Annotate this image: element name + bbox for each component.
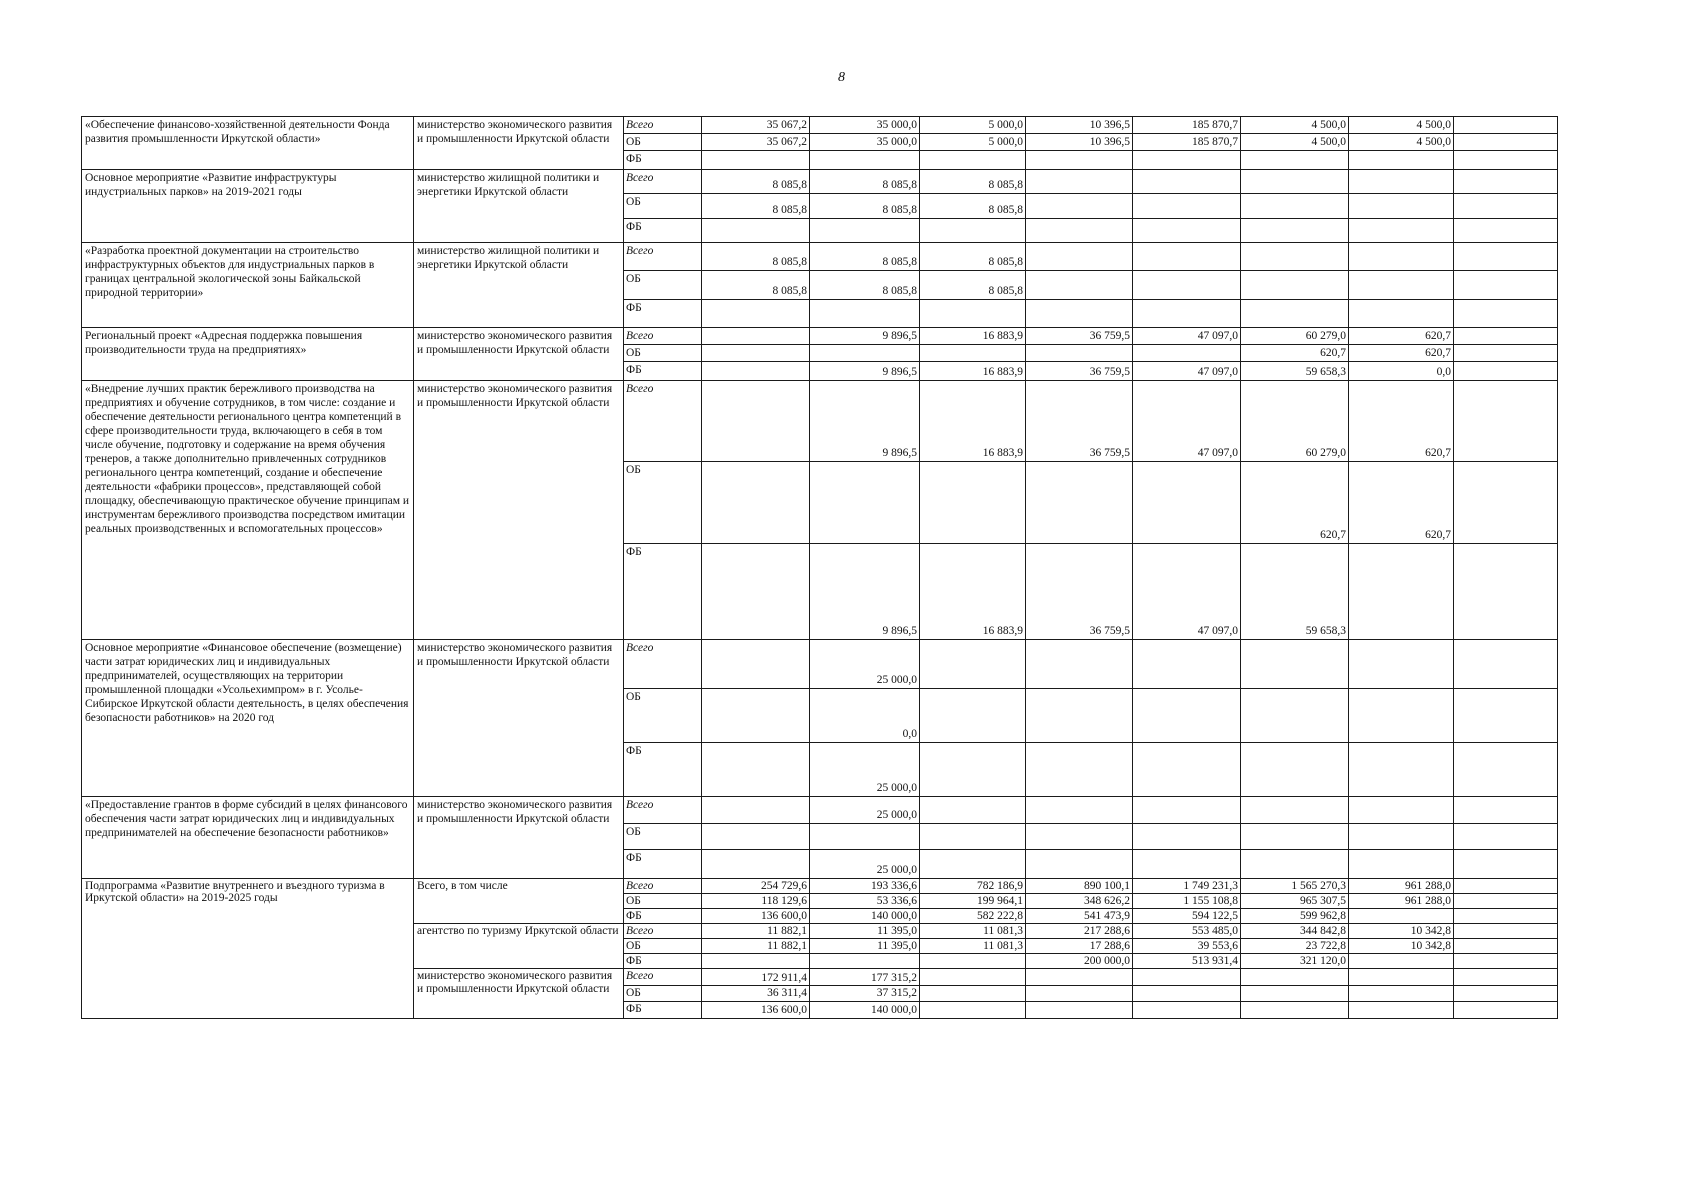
value-cell: 199 964,1 — [920, 894, 1026, 909]
value-cell — [1349, 824, 1454, 850]
value-cell — [920, 986, 1026, 1001]
value-cell: 8 085,8 — [810, 243, 920, 271]
value-cell: 965 307,5 — [1241, 894, 1349, 909]
value-cell: 11 395,0 — [810, 924, 920, 939]
value-cell — [1026, 219, 1133, 243]
value-cell — [1454, 797, 1558, 824]
value-cell: 36 759,5 — [1026, 544, 1133, 640]
value-cell — [1454, 909, 1558, 924]
value-cell: 1 155 108,8 — [1133, 894, 1241, 909]
value-cell — [1454, 640, 1558, 689]
value-cell — [920, 743, 1026, 797]
value-cell — [1349, 986, 1454, 1001]
value-cell — [1454, 924, 1558, 939]
value-cell — [1454, 243, 1558, 271]
value-cell — [1241, 969, 1349, 986]
funding-source: ФБ — [624, 219, 702, 243]
value-cell: 0,0 — [810, 689, 920, 743]
value-cell — [1133, 689, 1241, 743]
value-cell — [810, 824, 920, 850]
value-cell: 47 097,0 — [1133, 362, 1241, 381]
value-cell: 36 311,4 — [702, 986, 810, 1001]
responsible-organization: министерство экономического развития и промышленности Иркутской области — [414, 797, 624, 879]
value-cell — [1454, 219, 1558, 243]
value-cell: 35 000,0 — [810, 117, 920, 134]
value-cell — [1133, 151, 1241, 170]
table-row — [82, 640, 1558, 689]
funding-source: ФБ — [624, 909, 702, 924]
value-cell — [1454, 194, 1558, 219]
row-description: Подпрограмма «Развитие внутреннего и въездного туризма в Иркутской области» на 2019-2025 годы — [82, 879, 414, 1018]
value-cell — [1241, 243, 1349, 271]
value-cell — [1349, 194, 1454, 219]
value-cell — [1026, 824, 1133, 850]
value-cell: 620,7 — [1241, 345, 1349, 362]
value-cell — [920, 969, 1026, 986]
value-cell: 4 500,0 — [1241, 117, 1349, 134]
value-cell — [920, 151, 1026, 170]
value-cell: 36 759,5 — [1026, 362, 1133, 381]
value-cell: 620,7 — [1349, 381, 1454, 462]
value-cell — [1454, 894, 1558, 909]
funding-source: Всего — [624, 924, 702, 939]
value-cell — [1454, 271, 1558, 300]
value-cell: 1 749 231,3 — [1133, 879, 1241, 894]
table-row — [82, 170, 1558, 194]
value-cell — [810, 219, 920, 243]
value-cell: 25 000,0 — [810, 797, 920, 824]
value-cell — [1026, 462, 1133, 544]
value-cell: 620,7 — [1349, 462, 1454, 544]
value-cell: 961 288,0 — [1349, 894, 1454, 909]
value-cell — [1454, 743, 1558, 797]
value-cell: 9 896,5 — [810, 362, 920, 381]
value-cell: 0,0 — [1349, 362, 1454, 381]
funding-source: Всего — [624, 243, 702, 271]
value-cell: 17 288,6 — [1026, 939, 1133, 954]
funding-source: ФБ — [624, 151, 702, 170]
value-cell: 185 870,7 — [1133, 117, 1241, 134]
value-cell — [1026, 689, 1133, 743]
value-cell: 8 085,8 — [920, 194, 1026, 219]
value-cell: 47 097,0 — [1133, 544, 1241, 640]
value-cell: 136 600,0 — [702, 1001, 810, 1018]
value-cell — [1133, 850, 1241, 879]
table-row — [82, 117, 1558, 134]
value-cell — [1454, 954, 1558, 969]
funding-source: ФБ — [624, 544, 702, 640]
value-cell — [1454, 1001, 1558, 1018]
value-cell — [1241, 151, 1349, 170]
value-cell: 321 120,0 — [1241, 954, 1349, 969]
value-cell — [1349, 544, 1454, 640]
funding-source: ОБ — [624, 271, 702, 300]
value-cell: 60 279,0 — [1241, 328, 1349, 345]
value-cell — [1133, 797, 1241, 824]
funding-source: ОБ — [624, 345, 702, 362]
value-cell — [702, 345, 810, 362]
value-cell: 348 626,2 — [1026, 894, 1133, 909]
value-cell — [810, 954, 920, 969]
value-cell — [1454, 381, 1558, 462]
value-cell — [1133, 300, 1241, 328]
value-cell — [1133, 194, 1241, 219]
funding-source: ОБ — [624, 824, 702, 850]
value-cell: 118 129,6 — [702, 894, 810, 909]
value-cell: 36 759,5 — [1026, 328, 1133, 345]
value-cell: 35 000,0 — [810, 134, 920, 151]
funding-source: Всего — [624, 969, 702, 986]
funding-source: Всего — [624, 170, 702, 194]
value-cell — [1241, 986, 1349, 1001]
funding-source: ФБ — [624, 300, 702, 328]
value-cell: 620,7 — [1241, 462, 1349, 544]
responsible-organization: министерство экономического развития и промышленности Иркутской области — [414, 381, 624, 640]
value-cell — [702, 743, 810, 797]
funding-source: Всего — [624, 381, 702, 462]
value-cell: 8 085,8 — [920, 271, 1026, 300]
value-cell — [810, 345, 920, 362]
value-cell — [1026, 1001, 1133, 1018]
row-description: Основное мероприятие «Финансовое обеспечение (возмещение) части затрат юридических лиц и индивидуальных предпринимателей, осуществляющих на территории промышленной площадки «Усольехимпром» в г. Усолье-Сибирское Иркутской области деятельность, в целях обеспечения безопасности работников» на 2020 год — [82, 640, 414, 797]
value-cell: 8 085,8 — [702, 271, 810, 300]
value-cell — [1133, 824, 1241, 850]
funding-source: ФБ — [624, 743, 702, 797]
value-cell — [1454, 345, 1558, 362]
value-cell — [1133, 219, 1241, 243]
funding-source: ОБ — [624, 134, 702, 151]
value-cell — [1241, 824, 1349, 850]
funding-source: ФБ — [624, 954, 702, 969]
value-cell — [920, 219, 1026, 243]
value-cell: 185 870,7 — [1133, 134, 1241, 151]
value-cell: 35 067,2 — [702, 117, 810, 134]
value-cell — [1454, 850, 1558, 879]
value-cell: 1 565 270,3 — [1241, 879, 1349, 894]
value-cell: 140 000,0 — [810, 909, 920, 924]
row-description: «Предоставление грантов в форме субсидий в целях финансового обеспечения части затрат юридических лиц и индивидуальных предпринимателей на обеспечение безопасности работников» — [82, 797, 414, 879]
value-cell: 47 097,0 — [1133, 328, 1241, 345]
value-cell: 39 553,6 — [1133, 939, 1241, 954]
value-cell — [702, 219, 810, 243]
funding-source: Всего — [624, 879, 702, 894]
page-number: 8 — [838, 70, 845, 85]
value-cell — [1133, 640, 1241, 689]
responsible-organization: министерство экономического развития и промышленности Иркутской области — [414, 640, 624, 797]
value-cell — [1454, 328, 1558, 345]
value-cell — [1026, 850, 1133, 879]
value-cell — [702, 151, 810, 170]
value-cell: 25 000,0 — [810, 743, 920, 797]
value-cell: 53 336,6 — [810, 894, 920, 909]
value-cell — [1026, 640, 1133, 689]
value-cell — [702, 544, 810, 640]
value-cell — [920, 954, 1026, 969]
funding-source: ФБ — [624, 362, 702, 381]
value-cell: 172 911,4 — [702, 969, 810, 986]
funding-source: ОБ — [624, 894, 702, 909]
value-cell — [1454, 134, 1558, 151]
funding-source: ОБ — [624, 689, 702, 743]
responsible-organization: министерство экономического развития и промышленности Иркутской области — [414, 969, 624, 1018]
value-cell — [1454, 986, 1558, 1001]
value-cell — [1241, 219, 1349, 243]
table-row — [82, 879, 1558, 894]
value-cell: 254 729,6 — [702, 879, 810, 894]
value-cell — [1454, 151, 1558, 170]
value-cell — [1133, 986, 1241, 1001]
value-cell — [1026, 743, 1133, 797]
value-cell: 9 896,5 — [810, 544, 920, 640]
value-cell — [1241, 300, 1349, 328]
row-description: Основное мероприятие «Развитие инфраструктуры индустриальных парков» на 2019-2021 годы — [82, 170, 414, 243]
value-cell — [1133, 243, 1241, 271]
value-cell: 16 883,9 — [920, 362, 1026, 381]
funding-source: ОБ — [624, 986, 702, 1001]
value-cell — [810, 151, 920, 170]
funding-source: ОБ — [624, 939, 702, 954]
value-cell — [1454, 170, 1558, 194]
value-cell: 140 000,0 — [810, 1001, 920, 1018]
value-cell — [920, 797, 1026, 824]
value-cell — [1241, 194, 1349, 219]
value-cell — [1026, 151, 1133, 170]
value-cell — [1349, 271, 1454, 300]
value-cell — [1133, 743, 1241, 797]
value-cell — [920, 462, 1026, 544]
value-cell — [1349, 689, 1454, 743]
value-cell — [702, 381, 810, 462]
value-cell — [920, 640, 1026, 689]
value-cell: 35 067,2 — [702, 134, 810, 151]
value-cell: 11 882,1 — [702, 939, 810, 954]
value-cell: 5 000,0 — [920, 117, 1026, 134]
value-cell: 10 396,5 — [1026, 117, 1133, 134]
value-cell: 890 100,1 — [1026, 879, 1133, 894]
value-cell — [1349, 909, 1454, 924]
value-cell: 23 722,8 — [1241, 939, 1349, 954]
row-description: «Разработка проектной документации на строительство инфраструктурных объектов для индустриальных парков в границах центральной экологической зоны Байкальской природной территории» — [82, 243, 414, 328]
value-cell — [702, 797, 810, 824]
value-cell: 541 473,9 — [1026, 909, 1133, 924]
value-cell: 782 186,9 — [920, 879, 1026, 894]
value-cell: 59 658,3 — [1241, 362, 1349, 381]
funding-source: Всего — [624, 117, 702, 134]
value-cell — [1349, 1001, 1454, 1018]
value-cell — [920, 345, 1026, 362]
responsible-organization: министерство экономического развития и промышленности Иркутской области — [414, 328, 624, 381]
value-cell — [1241, 689, 1349, 743]
value-cell: 25 000,0 — [810, 640, 920, 689]
value-cell — [702, 328, 810, 345]
value-cell: 11 081,3 — [920, 924, 1026, 939]
value-cell: 8 085,8 — [810, 271, 920, 300]
value-cell: 8 085,8 — [702, 243, 810, 271]
value-cell — [1026, 986, 1133, 1001]
value-cell — [702, 300, 810, 328]
value-cell: 4 500,0 — [1349, 134, 1454, 151]
value-cell — [1241, 271, 1349, 300]
value-cell — [702, 824, 810, 850]
value-cell: 25 000,0 — [810, 850, 920, 879]
value-cell — [1133, 1001, 1241, 1018]
value-cell — [920, 850, 1026, 879]
value-cell: 9 896,5 — [810, 328, 920, 345]
value-cell: 36 759,5 — [1026, 381, 1133, 462]
responsible-organization: министерство жилищной политики и энергетики Иркутской области — [414, 170, 624, 243]
value-cell — [1133, 345, 1241, 362]
value-cell — [920, 1001, 1026, 1018]
value-cell — [1026, 194, 1133, 219]
value-cell: 16 883,9 — [920, 328, 1026, 345]
value-cell: 11 882,1 — [702, 924, 810, 939]
value-cell: 599 962,8 — [1241, 909, 1349, 924]
value-cell — [1349, 743, 1454, 797]
value-cell — [1454, 879, 1558, 894]
value-cell: 9 896,5 — [810, 381, 920, 462]
value-cell — [1241, 743, 1349, 797]
value-cell — [1133, 271, 1241, 300]
value-cell — [1454, 117, 1558, 134]
value-cell — [920, 300, 1026, 328]
responsible-organization: Всего, в том числе — [414, 879, 624, 924]
responsible-organization: министерство жилищной политики и энергетики Иркутской области — [414, 243, 624, 328]
row-description: «Внедрение лучших практик бережливого производства на предприятиях и обучение сотрудников, в том числе: создание и обеспечение деятельности регионального центра компетенций в сфере производительности труда, включающего в себя в том числе обучение, подготовку и содержание на время обучения тренеров, а также дополнительно привлеченных сотрудников регионального центра компетенций, создание и обеспечение деятельности «фабрики процессов», представляющей собой площадку, обеспечивающую практическое обучение принципам и инструментам бережливого производства посредством имитации реальных производственных и вспомогательных процессов» — [82, 381, 414, 640]
value-cell: 10 342,8 — [1349, 939, 1454, 954]
value-cell — [1241, 1001, 1349, 1018]
responsible-organization: министерство экономического развития и промышленности Иркутской области — [414, 117, 624, 170]
value-cell: 8 085,8 — [702, 170, 810, 194]
value-cell: 217 288,6 — [1026, 924, 1133, 939]
value-cell — [920, 689, 1026, 743]
value-cell: 594 122,5 — [1133, 909, 1241, 924]
value-cell — [702, 689, 810, 743]
value-cell — [1349, 219, 1454, 243]
value-cell: 193 336,6 — [810, 879, 920, 894]
value-cell — [1349, 969, 1454, 986]
value-cell — [702, 362, 810, 381]
value-cell — [1026, 345, 1133, 362]
value-cell — [1133, 969, 1241, 986]
responsible-organization: агентство по туризму Иркутской области — [414, 924, 624, 969]
value-cell: 8 085,8 — [810, 170, 920, 194]
value-cell: 8 085,8 — [810, 194, 920, 219]
funding-source: ОБ — [624, 194, 702, 219]
value-cell: 961 288,0 — [1349, 879, 1454, 894]
value-cell: 11 081,3 — [920, 939, 1026, 954]
value-cell — [1241, 170, 1349, 194]
table-row — [82, 381, 1558, 462]
value-cell: 5 000,0 — [920, 134, 1026, 151]
value-cell: 47 097,0 — [1133, 381, 1241, 462]
value-cell — [1454, 462, 1558, 544]
value-cell: 200 000,0 — [1026, 954, 1133, 969]
value-cell: 136 600,0 — [702, 909, 810, 924]
table-row — [82, 797, 1558, 824]
value-cell: 16 883,9 — [920, 381, 1026, 462]
value-cell: 59 658,3 — [1241, 544, 1349, 640]
value-cell: 513 931,4 — [1133, 954, 1241, 969]
funding-source: ОБ — [624, 462, 702, 544]
value-cell — [1454, 969, 1558, 986]
value-cell: 553 485,0 — [1133, 924, 1241, 939]
funding-source: ФБ — [624, 850, 702, 879]
value-cell: 4 500,0 — [1241, 134, 1349, 151]
value-cell: 60 279,0 — [1241, 381, 1349, 462]
value-cell — [1349, 243, 1454, 271]
funding-source: ФБ — [624, 1001, 702, 1018]
value-cell — [1454, 824, 1558, 850]
value-cell: 8 085,8 — [920, 243, 1026, 271]
value-cell: 582 222,8 — [920, 909, 1026, 924]
value-cell: 10 396,5 — [1026, 134, 1133, 151]
value-cell — [1349, 151, 1454, 170]
table-row — [82, 328, 1558, 345]
value-cell — [702, 850, 810, 879]
value-cell — [702, 954, 810, 969]
value-cell — [1241, 850, 1349, 879]
value-cell — [1454, 544, 1558, 640]
value-cell — [1026, 170, 1133, 194]
value-cell — [1349, 797, 1454, 824]
value-cell — [1026, 300, 1133, 328]
value-cell: 620,7 — [1349, 345, 1454, 362]
value-cell — [1133, 462, 1241, 544]
value-cell — [1349, 170, 1454, 194]
budget-table — [81, 116, 1558, 1019]
value-cell — [1026, 969, 1133, 986]
value-cell: 177 315,2 — [810, 969, 920, 986]
funding-source: Всего — [624, 328, 702, 345]
value-cell — [1349, 954, 1454, 969]
value-cell — [1026, 243, 1133, 271]
value-cell: 620,7 — [1349, 328, 1454, 345]
value-cell — [1026, 797, 1133, 824]
table-row — [82, 243, 1558, 271]
value-cell — [920, 824, 1026, 850]
value-cell — [1454, 689, 1558, 743]
value-cell — [1241, 640, 1349, 689]
value-cell — [1454, 362, 1558, 381]
value-cell: 4 500,0 — [1349, 117, 1454, 134]
value-cell — [1349, 850, 1454, 879]
row-description: Региональный проект «Адресная поддержка повышения производительности труда на предприятиях» — [82, 328, 414, 381]
funding-source: Всего — [624, 797, 702, 824]
value-cell: 8 085,8 — [702, 194, 810, 219]
value-cell: 37 315,2 — [810, 986, 920, 1001]
value-cell — [1241, 797, 1349, 824]
value-cell — [1454, 300, 1558, 328]
value-cell — [1454, 939, 1558, 954]
row-description: «Обеспечение финансово-хозяйственной деятельности Фонда развития промышленности Иркутской области» — [82, 117, 414, 170]
value-cell: 344 842,8 — [1241, 924, 1349, 939]
value-cell — [702, 640, 810, 689]
value-cell — [702, 462, 810, 544]
value-cell — [810, 462, 920, 544]
value-cell — [1026, 271, 1133, 300]
value-cell: 10 342,8 — [1349, 924, 1454, 939]
funding-source: Всего — [624, 640, 702, 689]
value-cell — [1349, 300, 1454, 328]
value-cell: 11 395,0 — [810, 939, 920, 954]
value-cell: 16 883,9 — [920, 544, 1026, 640]
value-cell — [810, 300, 920, 328]
value-cell — [1133, 170, 1241, 194]
value-cell — [1349, 640, 1454, 689]
value-cell: 8 085,8 — [920, 170, 1026, 194]
